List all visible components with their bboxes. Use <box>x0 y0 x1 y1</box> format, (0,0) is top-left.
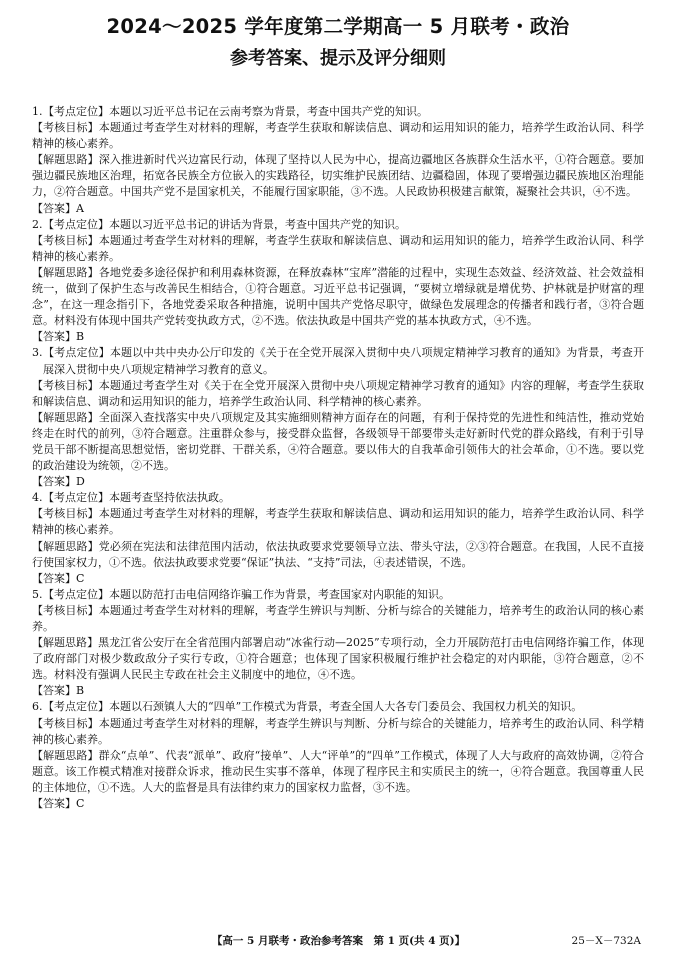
row-label: 【考核目标】 <box>32 507 99 521</box>
row-text: C <box>76 571 85 585</box>
row-label: 【考核目标】 <box>32 603 99 617</box>
question-block <box>32 104 644 217</box>
question-row <box>32 587 644 603</box>
row-text: 本题通过考查学生对材料的理解，考查学生辨识与判断、分析与综合的关键能力，培养考生的政治认同的核心素养。 <box>32 603 644 633</box>
row-label: 【解题思路】 <box>32 410 99 424</box>
footer-page-info: 【高一 5 月联考・政治参考答案 第 1 页(共 4 页)】 <box>211 935 466 947</box>
question-row <box>32 104 644 120</box>
row-text: 本题以防范打击电信网络诈骗工作为背景，考查国家对内职能的知识。 <box>109 587 450 601</box>
question-row <box>32 796 644 812</box>
question-row <box>32 378 644 410</box>
row-label: 【考点定位】 <box>43 700 109 714</box>
row-text: 深入推进新时代兴边富民行动，体现了坚持以人民为中心，提高边疆地区各族群众生活水平，①符合题意。要加强边疆民族地区治理，拓宽各民族全方位嵌入的实践路径，切实维护民族团结、边疆稳固，体现了要增强边疆民族地区治理能力，②符合题意。中国共产党不是国家机关，不能履行国家职能，③不选。人民政协积极建言献策，凝聚社会共识，④不选。 <box>32 153 644 199</box>
row-text: 本题考查坚持依法执政。 <box>109 491 230 505</box>
row-label: 【解题思路】 <box>32 265 99 279</box>
row-text: C <box>76 797 85 811</box>
row-text: A <box>76 201 84 215</box>
question-row <box>32 490 644 506</box>
page-title: 2024～2025 学年度第二学期高一 5 月联考・政治 <box>106 15 570 38</box>
question-row <box>32 603 644 635</box>
row-text: 本题通过考查学生对材料的理解，考查学生辨识与判断、分析与综合的关键能力，培养考生的政治认同、科学精神的核心素养。 <box>32 716 644 746</box>
row-label: 【考点定位】 <box>43 105 109 118</box>
row-label: 【解题思路】 <box>32 636 99 650</box>
question-row <box>32 539 644 571</box>
question-block <box>32 587 644 700</box>
question-row <box>32 683 644 699</box>
row-text: 黑龙江省公安厅在全省范围内部署启动“冰雀行动—2025”专项行动，全力开展防范打击电信网络诈骗工作，体现了政府部门对极少数政敌分子实行专政，①符合题意；也体现了国家积极履行维护社会稳定的对内职能，③符合题意，②不选。材料没有强调人民民主专政在社会主义制度中的地位，④不选。 <box>32 636 644 682</box>
question-number: 5. <box>32 587 43 601</box>
footer-code: 25－X－732A <box>571 935 641 947</box>
row-label: 【考核目标】 <box>32 716 99 730</box>
row-label: 【答案】 <box>32 475 76 489</box>
answer-list <box>32 104 644 812</box>
row-text: B <box>76 684 85 698</box>
row-text: 本题通过考查学生对材料的理解，考查学生获取和解读信息、调动和运用知识的能力，培养学生政治认同、科学精神的核心素养。 <box>32 507 644 537</box>
row-label: 【答案】 <box>32 797 76 811</box>
row-label: 【考点定位】 <box>43 346 110 360</box>
row-label: 【解题思路】 <box>32 153 99 167</box>
row-label: 【解题思路】 <box>32 748 99 762</box>
row-label: 【考核目标】 <box>32 233 99 247</box>
row-label: 【解题思路】 <box>32 539 99 553</box>
page-subtitle: 参考答案、提示及评分细则 <box>230 48 446 69</box>
question-block <box>32 345 644 490</box>
question-row <box>32 748 644 796</box>
row-text: 本题以习近平总书记的讲话为背景，考查中国共产党的知识。 <box>109 217 406 231</box>
row-label: 【考点定位】 <box>43 491 109 505</box>
row-text: 全面深入查找落实中央八项规定及其实施细则精神方面存在的问题，有利于保持党的先进性和纯洁性，推动党始终走在时代的前列，③符合题意。注重群众参与，接受群众监督，各级领导干部要带头走好新时代党的群众路线，有利于引导党员干部不断提高思想觉悟，密切党群、干群关系，④符合题意。要以伟大的自我革命引领伟大的社会革命，①不选。要以党的政治建设为统领，②不选。 <box>32 410 644 473</box>
row-text: 本题以石颈镇人大的“四单”工作模式为背景，考查全国人大各专门委员会、我国权力机关的知识。 <box>109 700 583 714</box>
question-block <box>32 699 644 812</box>
row-label: 【考点定位】 <box>43 587 109 601</box>
question-row <box>32 506 644 538</box>
row-label: 【答案】 <box>32 330 76 344</box>
row-text: 群众“点单”、代表“派单”、政府“接单”、人大“评单”的“四单”工作模式，体现了人大与政府的高效协调，②符合题意。该工作模式精准对接群众诉求，推动民生实事不落单，体现了程序民主和实质民主的统一，④符合题意。我国尊重人民的主体地位，①不选。人大的监督是具有法律约束力的国家权力监督，③不选。 <box>32 748 645 794</box>
question-row <box>32 152 644 200</box>
row-text: 党必须在宪法和法律范围内活动，依法执政要求党要领导立法、带头守法，②③符合题意。在我国，人民不直接行使国家权力，①不选。依法执政要求党要“保证”执法、“支持”司法，④表述错误，不选。 <box>32 539 644 569</box>
page-footer <box>0 933 677 949</box>
question-row <box>32 410 644 474</box>
question-number: 3. <box>32 346 43 360</box>
question-number: 1. <box>32 105 43 118</box>
row-text: D <box>76 475 85 489</box>
row-label: 【考核目标】 <box>32 378 99 392</box>
row-label: 【考点定位】 <box>43 217 109 231</box>
question-block <box>32 217 644 346</box>
question-row <box>32 265 644 329</box>
row-label: 【答案】 <box>32 201 76 215</box>
question-row <box>32 474 644 490</box>
question-row <box>32 120 644 152</box>
row-label: 【考核目标】 <box>32 121 99 135</box>
row-label: 【答案】 <box>32 684 76 698</box>
question-row <box>32 201 644 217</box>
row-text: 本题通过考查学生对材料的理解，考查学生获取和解读信息、调动和运用知识的能力，培养学生政治认同、科学精神的核心素养。 <box>32 233 644 263</box>
question-row <box>32 233 644 265</box>
row-text: 本题通过考查学生对材料的理解，考查学生获取和解读信息、调动和运用知识的能力，培养学生政治认同、科学精神的核心素养。 <box>32 121 644 151</box>
row-text: B <box>76 330 85 344</box>
question-number: 4. <box>32 491 43 505</box>
question-row <box>32 217 644 233</box>
row-label: 【答案】 <box>32 571 76 585</box>
question-block <box>32 490 644 587</box>
question-row <box>32 635 644 683</box>
question-number: 6. <box>32 700 43 714</box>
row-text: 各地党委多途径保护和利用森林资源，在释放森林“宝库”潜能的过程中，实现生态效益、经济效益、社会效益相统一，做到了保护生态与改善民生相结合，①符合题意。习近平总书记强调，“要树立增绿就是增优势、护林就是护财富的理念”，在这一理念指引下，各地党委采取各种措施，说明中国共产党恪尽职守，做绿色发展理念的传播者和践行者，③符合题意。材料没有体现中国共产党转变执政方式，②不选。依法执政是中国共产党的基本执政方式，④不选。 <box>32 265 645 328</box>
row-text: 本题通过考查学生对《关于在全党开展深入贯彻中央八项规定精神学习教育的通知》内容的理解，考查学生获取和解读信息、调动和运用知识的能力，培养学生政治认同、科学精神的核心素养。 <box>32 378 644 408</box>
question-row <box>32 345 644 377</box>
question-row <box>32 716 644 748</box>
question-number: 2. <box>32 217 43 231</box>
question-row <box>32 571 644 587</box>
row-text: 本题以习近平总书记在云南考察为背景，考查中国共产党的知识。 <box>109 105 428 118</box>
question-row <box>32 329 644 345</box>
row-text: 本题以中共中央办公厅印发的《关于在全党开展深入贯彻中央八项规定精神学习教育的通知》为背景，考查开展深入贯彻中央八项规定精神学习教育的意义。 <box>43 346 645 376</box>
question-row <box>32 699 644 715</box>
